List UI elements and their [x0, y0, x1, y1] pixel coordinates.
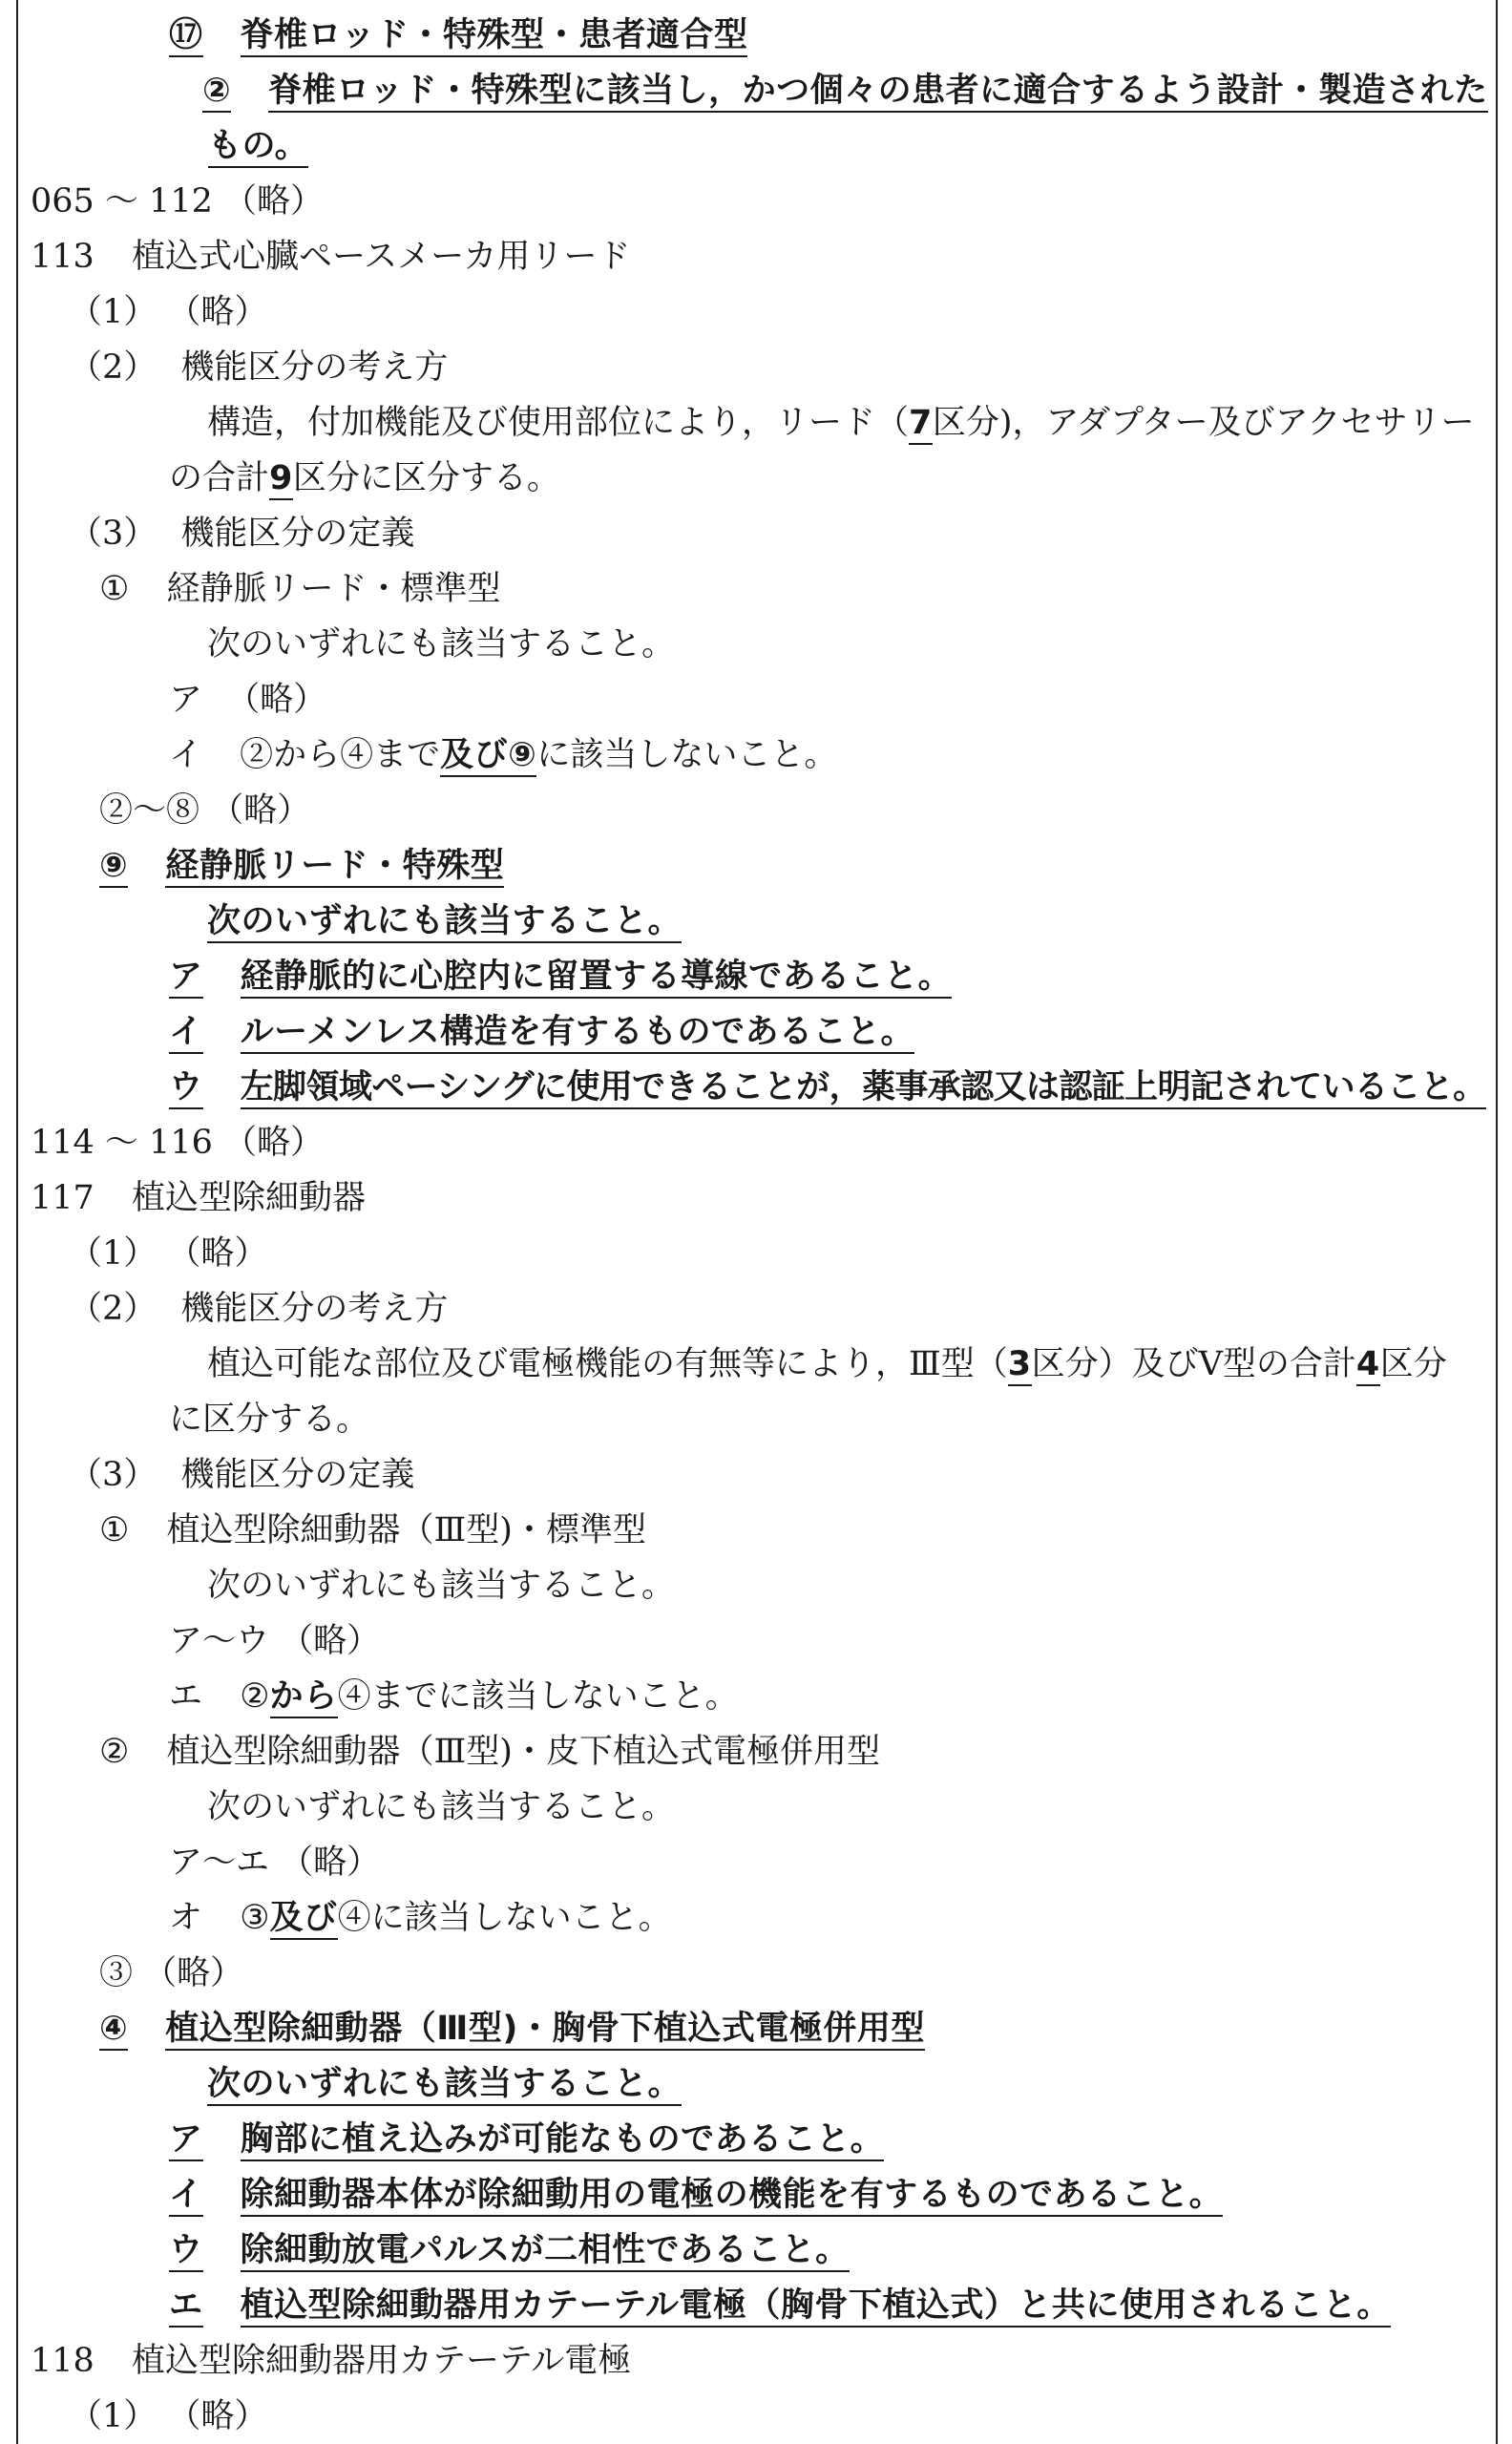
criteria-text: に該当しないこと。	[536, 736, 838, 774]
definition-text: もの。	[208, 127, 308, 168]
subsection-1	[31, 2389, 1491, 2444]
criteria-text: 除細動放電パルスが二相性であること。	[241, 2231, 850, 2272]
criteria-text: ルーメンレス構造を有するものであること。	[241, 1013, 914, 1054]
criteria-text: ア～ウ （略）	[169, 1622, 381, 1660]
criteria-marker: ウ	[169, 2231, 203, 2272]
subsection-text: 機能区分の考え方	[180, 1290, 449, 1328]
criteria-range	[31, 1613, 1491, 1669]
criteria-e	[31, 1669, 1491, 1724]
subsection-3	[31, 506, 1491, 561]
criteria-marker: イ	[169, 2176, 203, 2217]
criteria-text: ④に該当しないこと。	[337, 1899, 672, 1937]
section-range-065-112	[31, 174, 1491, 229]
criteria-marker: ウ	[169, 1068, 203, 1109]
item-title: 植込型除細動器（Ⅲ型)・胸骨下植込式電極併用型	[165, 2010, 925, 2051]
item-title: （略）	[143, 1954, 244, 1992]
criteria-marker: ア	[169, 2120, 203, 2161]
item-2	[31, 1724, 1491, 1780]
section-title: 植込式心臓ペースメーカ用リード	[131, 238, 631, 276]
criteria-text: ③	[240, 1899, 270, 1937]
item-marker: ①	[99, 1511, 130, 1549]
definition-line	[31, 63, 1491, 118]
criteria-marker: エ	[169, 2286, 203, 2328]
criteria-i	[31, 1004, 1491, 1060]
criteria-intro	[31, 617, 1491, 672]
item-9	[31, 838, 1491, 894]
criteria-a	[31, 2112, 1491, 2167]
subsection-marker: （2）	[69, 348, 158, 387]
subsection-text: （略）	[167, 2397, 268, 2435]
section-range-114-116	[31, 1115, 1491, 1170]
item-1	[31, 561, 1491, 617]
criteria-o	[31, 1890, 1491, 1946]
amended-text: 及び	[270, 1899, 338, 1940]
criteria-range	[31, 1835, 1491, 1890]
paragraph-line	[31, 395, 1491, 451]
item-title: 植込型除細動器（Ⅲ型)・標準型	[166, 1511, 646, 1549]
criteria-text: ④までに該当しないこと。	[337, 1677, 739, 1716]
item-marker: ④	[99, 2010, 128, 2051]
criteria-marker: エ	[169, 1677, 203, 1716]
criteria-marker: オ	[169, 1899, 203, 1937]
criteria-text: ②	[240, 1677, 270, 1716]
criteria-marker: イ	[169, 736, 203, 774]
document-body	[31, 8, 1491, 2444]
item-4	[31, 2001, 1491, 2056]
subsection-2	[31, 340, 1491, 395]
item-title: 経静脈リード・特殊型	[165, 847, 504, 888]
item-title: 経静脈リード・標準型	[166, 570, 501, 608]
criteria-text: 次のいずれにも該当すること。	[207, 2065, 682, 2106]
subsection-marker: （1）	[69, 293, 158, 331]
category-count: 9	[269, 459, 293, 500]
items-2-8	[31, 783, 1491, 838]
section-range: 065 ～ 112 （略）	[31, 182, 324, 221]
section-number: 117	[31, 1179, 94, 1217]
criteria-text: 胸部に植え込みが可能なものであること。	[241, 2120, 885, 2161]
paragraph-text: の合計	[169, 459, 270, 497]
subsection-text: 機能区分の考え方	[180, 348, 449, 387]
subsection-marker: （1）	[69, 2397, 158, 2435]
criteria-i	[31, 727, 1491, 783]
section-117-heading	[31, 1170, 1491, 1226]
paragraph-line	[31, 451, 1491, 506]
paragraph-text: 区分	[1379, 1345, 1447, 1383]
right-border-rule	[1496, 0, 1498, 2444]
criteria-text: 除細動器本体が除細動用の電極の機能を有するものであること。	[241, 2176, 1224, 2217]
criteria-marker: イ	[169, 1013, 203, 1054]
subsection-text: 機能区分の定義	[180, 515, 415, 553]
criteria-intro	[31, 894, 1491, 949]
criteria-text: （略）	[226, 681, 327, 719]
item-17-heading	[31, 8, 1491, 63]
paragraph-text: 区分）及びⅤ型の合計	[1031, 1345, 1356, 1383]
criteria-a	[31, 672, 1491, 727]
criteria-e	[31, 2278, 1491, 2333]
subsection-marker: （1）	[69, 1234, 158, 1273]
definition-continuation	[31, 118, 1491, 174]
section-title: 植込型除細動器用カテーテル電極	[131, 2342, 632, 2380]
paragraph-text: に区分する。	[169, 1401, 370, 1439]
paragraph-text: 区分)，アダプター及びアクセサリー	[932, 404, 1475, 442]
subsection-marker: （2）	[69, 1290, 158, 1328]
section-118-heading	[31, 2333, 1491, 2389]
subsection-marker: （3）	[69, 1456, 158, 1494]
criteria-u	[31, 1060, 1491, 1115]
paragraph-line	[31, 1392, 1491, 1447]
section-title: 植込型除細動器	[131, 1179, 366, 1217]
criteria-intro	[31, 1558, 1491, 1613]
category-count: 4	[1356, 1345, 1380, 1386]
item-marker: ①	[99, 570, 130, 608]
item-marker: ②	[99, 1733, 130, 1771]
left-border-rule	[16, 0, 18, 2444]
paragraph-text: 区分に区分する。	[292, 459, 560, 497]
section-number: 113	[31, 238, 94, 276]
section-number: 118	[31, 2342, 94, 2380]
subsection-text: （略）	[167, 293, 268, 331]
criteria-text: 左脚領域ペーシングに使用できることが，薬事承認又は認証上明記されていること。	[241, 1068, 1486, 1109]
criteria-u	[31, 2223, 1491, 2278]
criteria-text: 次のいずれにも該当すること。	[207, 1567, 676, 1605]
criteria-text: 次のいずれにも該当すること。	[207, 1788, 676, 1826]
item-marker: ②	[202, 72, 231, 113]
paragraph-text: 植込可能な部位及び電極機能の有無等により，Ⅲ型（	[207, 1345, 1008, 1383]
section-range: 114 ～ 116 （略）	[31, 1124, 324, 1162]
subsection-1	[31, 1226, 1491, 1281]
items-range: ②～⑧ （略）	[99, 791, 311, 830]
subsection-1	[31, 284, 1491, 340]
amended-text: 及び⑨	[440, 736, 536, 777]
criteria-text: 植込型除細動器用カテーテル電極（胸骨下植込式）と共に使用されること。	[241, 2286, 1391, 2328]
subsection-text: （略）	[167, 1234, 268, 1273]
amended-text: から	[270, 1677, 338, 1718]
subsection-3	[31, 1447, 1491, 1503]
criteria-marker: ア	[169, 958, 203, 999]
subsection-marker: （3）	[69, 515, 158, 553]
item-title: 脊椎ロッド・特殊型・患者適合型	[241, 16, 748, 57]
item-marker: ③	[99, 1954, 134, 1992]
item-marker: ⑰	[169, 16, 203, 57]
item-3	[31, 1946, 1491, 2001]
category-count: 7	[909, 404, 933, 445]
criteria-text: 次のいずれにも該当すること。	[207, 625, 676, 664]
item-marker: ⑨	[99, 847, 128, 888]
item-title: 植込型除細動器（Ⅲ型)・皮下植込式電極併用型	[166, 1733, 880, 1771]
subsection-2	[31, 1281, 1491, 1337]
criteria-marker: ア	[169, 681, 203, 719]
item-1	[31, 1503, 1491, 1558]
criteria-text: 次のいずれにも該当すること。	[207, 902, 682, 943]
criteria-text: ア～エ （略）	[169, 1844, 381, 1882]
category-count: 3	[1008, 1345, 1032, 1386]
criteria-a	[31, 949, 1491, 1004]
definition-text: 脊椎ロッド・特殊型に該当し，かつ個々の患者に適合するよう設計・製造された	[268, 72, 1487, 113]
criteria-intro	[31, 1780, 1491, 1835]
subsection-text: 機能区分の定義	[180, 1456, 415, 1494]
section-113-heading	[31, 229, 1491, 284]
paragraph-line	[31, 1337, 1491, 1392]
criteria-intro	[31, 2056, 1491, 2112]
paragraph-text: 構造，付加機能及び使用部位により，リード（	[207, 404, 910, 442]
criteria-i	[31, 2167, 1491, 2223]
criteria-text: 経静脈的に心腔内に留置する導線であること。	[241, 958, 953, 999]
criteria-text: ②から④まで	[240, 736, 441, 774]
